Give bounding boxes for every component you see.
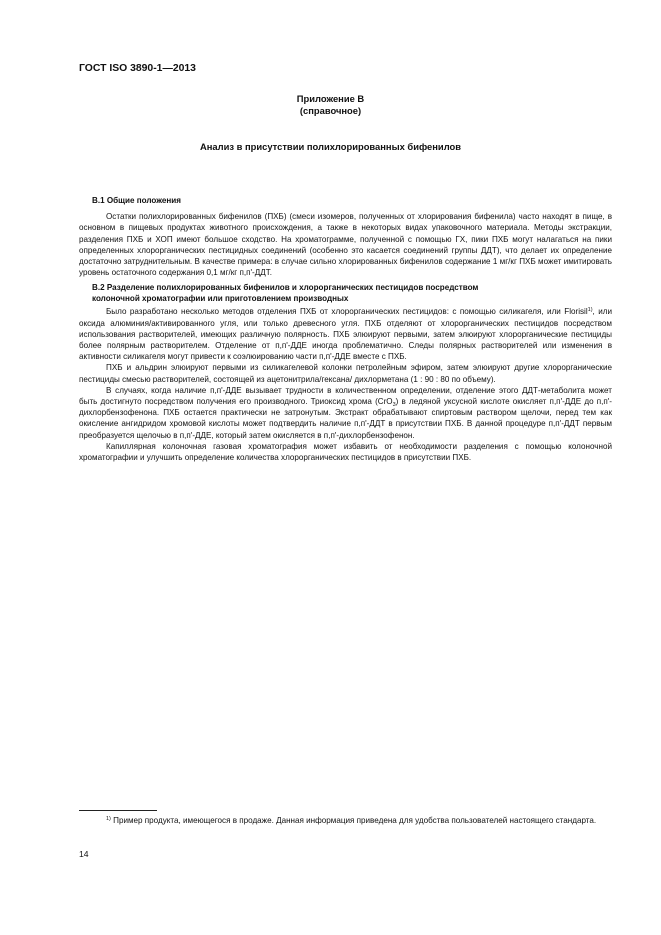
paragraph: ПХБ и альдрин элюируют первыми из силикагелевой колонки петролейным эфиром, затем элюируют другие хлорорганические пестициды смесью растворителей, состоящей из ацетонитрила/гексана/ дихлорметана (1 : 90 : 80 по объему).: [79, 363, 612, 384]
section-heading-b2-line2: колоночной хроматографии или приготовлением производных: [92, 294, 349, 304]
paragraph: [79, 385, 612, 441]
paragraph-text: Было разработано несколько методов отделения ПХБ от хлорорганических пестицидов: с помощью силикагеля, или Florisil: [106, 307, 588, 317]
footnote-text: Пример продукта, имеющегося в продаже. Данная информация приведена для удобства пользователей настоящего стандарта.: [110, 816, 597, 825]
paragraph-text: ) в ледяной уксусной кислоте окисляет п,п'-ДДЕ до п,п'-дихлорбензофенона. ПХБ остается практически не затронутым. Экстракт обрабатывают спиртовым раствором щелочи, перед тем как окисление ангидридом хромовой кислоты может подтвердить наличие п,п'-ДДТ в присутствии ПХБ. В данной процедуре п,п'-ДДТ первым преобразуется щелочью в п,п'-ДДЕ, который затем окисляется в п,п'-дихлорбензофенон.: [79, 397, 612, 440]
page-title: Анализ в присутствии полихлорированных бифенилов: [199, 141, 462, 152]
paragraph: Капиллярная колоночная газовая хроматография может избавить от необходимости разделения с помощью колоночной хроматографии и улучшить определение количества хлорорганических пестицидов в присутствии ПХБ.: [79, 441, 612, 463]
section-heading-b2: [92, 282, 612, 304]
page-number: 14: [79, 849, 89, 859]
footnote-ref: 1): [587, 307, 593, 314]
document-body: [79, 195, 612, 463]
subscript: 3: [392, 402, 396, 409]
footnote-divider: [79, 810, 157, 811]
footnote-marker: 1): [106, 816, 111, 822]
section-heading-b2-line1: В.2 Разделение полихлорированных бифенилов и хлорорганических пестицидов посредством: [92, 283, 479, 293]
footnote: [79, 815, 612, 826]
appendix-title: Приложение В: [296, 93, 365, 104]
standard-header: ГОСТ ISO 3890-1—2013: [79, 63, 196, 74]
paragraph: [79, 306, 612, 362]
section-heading-b1: В.1 Общие положения: [92, 196, 181, 205]
paragraph-text: В случаях, когда наличие п,п'-ДДЕ вызывает трудности в количественном определении, отделение этого ДДТ-метаболита может быть достигнуто посредством получения его производного. Триоксид хрома (CrO: [79, 385, 612, 407]
paragraph: Остатки полихлорированных бифенилов (ПХБ) (смеси изомеров, полученных от хлорирования бифенила) часто находят в пище, в основном в пищевых продуктах животного происхождения, а также в некоторых видах упаковочного материала. Методы экстракции, разделения ПХБ и ХОП имеют большое сходство. На хроматограмме, полученной с помощью ГХ, пики ПХБ могут налагаться на пики определенных хлорорганических пестицидных соединений (особенно это касается соединений группы ДДТ), что делает их определение достаточно затруднительным. В качестве примера: в случае сильно хлорированных бифенилов содержание 1 мг/кг ПХБ может имитировать уровень остаточного содержания 0,1 мг/кг п,п'-ДДТ.: [79, 212, 612, 278]
appendix-type: (справочное): [299, 105, 362, 116]
paragraph-text: , или оксида алюминия/активированного угля, или только древесного угля. ПХБ отделяют от хлорорганических пестицидов посредством использования растворителей, имеющих различную полярность. ПХБ элюируют первыми, затем элюируют хлорорганические пестициды более полярным растворителем. Отделение от п,п'-ДДЕ иногда проблематично. Следы полярных растворителей или изменения в активности силикагеля могут привести к соэлюированию части п,п'-ДДЕ вместе с ПХБ.: [79, 307, 613, 362]
